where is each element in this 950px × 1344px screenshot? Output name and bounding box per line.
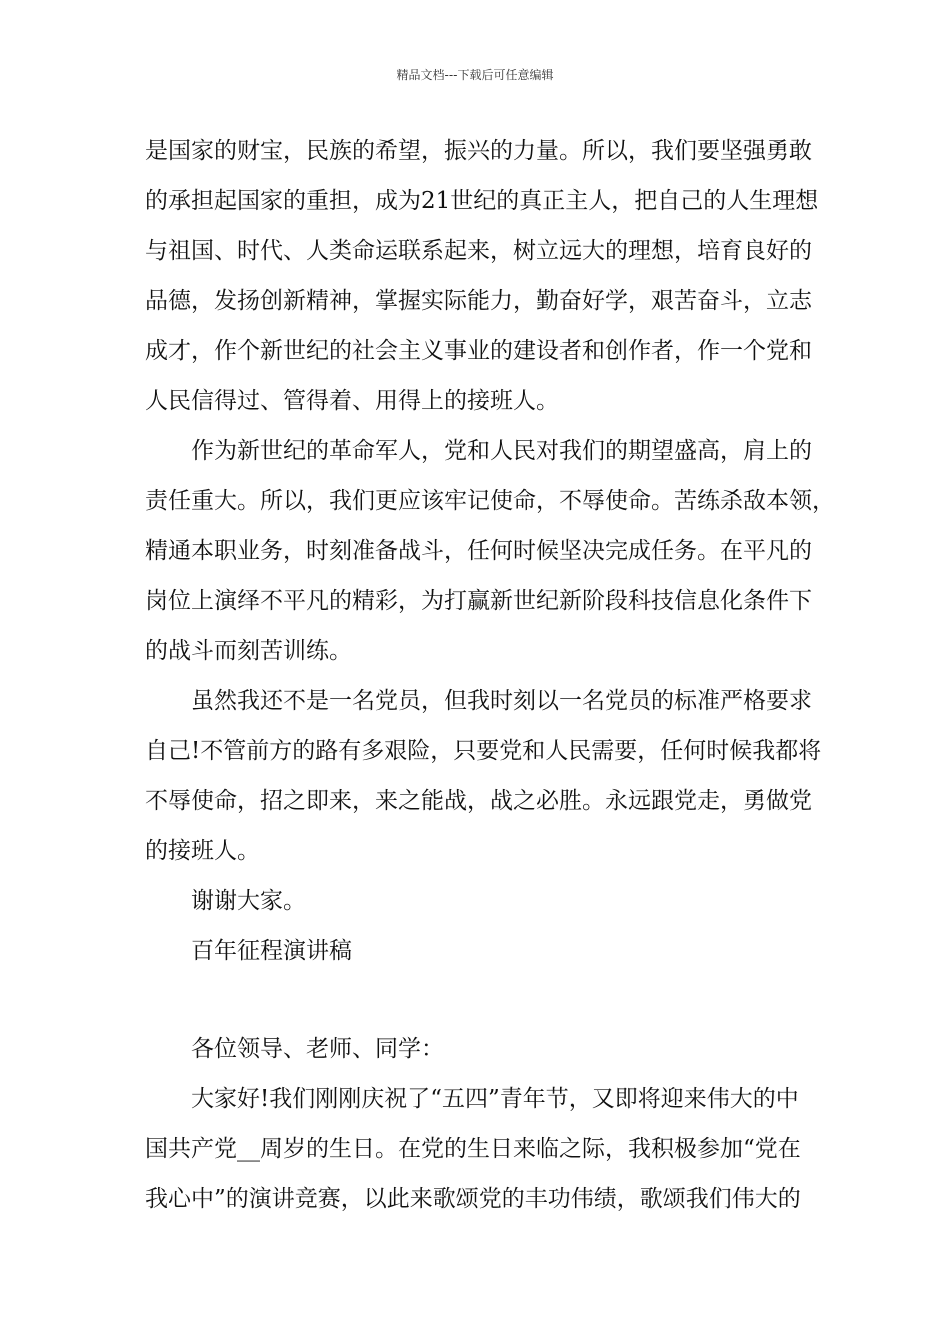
salutation: 各位领导、老师、同学： (191, 1036, 444, 1062)
text-line: 岗位上演绎不平凡的精彩，为打赢新世纪新阶段科技信息化条件下 (145, 588, 812, 614)
text-line: 成才，作个新世纪的社会主义事业的建设者和创作者，作一个党和 (145, 338, 812, 364)
paragraph-start: 虽然我还不是一名党员，但我时刻以一名党员的标准严格要求 (191, 688, 812, 714)
blank-line (145, 976, 825, 1024)
text-line: 自己!不管前方的路有多艰险，只要党和人民需要，任何时候我都将 (145, 738, 822, 764)
text-line: 我心中”的演讲竞赛，以此来歌颂党的丰功伟绩，歌颂我们伟大的 (145, 1186, 801, 1212)
text-line: 国共产党__周岁的生日。在党的生日来临之际，我积极参加“党在 (145, 1136, 801, 1162)
text-line: 的承担起国家的重担，成为21世纪的真正主人，把自己的人生理想 (145, 188, 819, 214)
document-body (145, 126, 835, 1224)
text-line: 不辱使命，招之即来，来之能战，战之必胜。永远跟党走，勇做党 (145, 788, 812, 814)
text-line: 人民信得过、管得着、用得上的接班人。 (145, 388, 559, 414)
text-line: 是国家的财宝，民族的希望，振兴的力量。所以，我们要坚强勇敢 (145, 138, 812, 164)
text-line: 与祖国、时代、人类命运联系起来，树立远大的理想，培育良好的 (145, 238, 812, 264)
paragraph-start: 大家好!我们刚刚庆祝了“五四”青年节，又即将迎来伟大的中 (191, 1086, 799, 1112)
paragraph-start: 作为新世纪的革命军人，党和人民对我们的期望盛高，肩上的 (191, 438, 812, 464)
closing-line: 谢谢大家。 (191, 888, 306, 914)
text-line: 品德，发扬创新精神，掌握实际能力，勤奋好学，艰苦奋斗，立志 (145, 288, 812, 314)
text-line: 精通本职业务，时刻准备战斗，任何时候坚决完成任务。在平凡的 (145, 538, 812, 564)
text-line: 的战斗而刻苦训练。 (145, 638, 352, 664)
text-line: 的接班人。 (145, 838, 260, 864)
text-line: 责任重大。所以，我们更应该牢记使命，不辱使命。苦练杀敌本领， (145, 488, 835, 514)
page-header: 精品文档---下载后可任意编辑 (396, 68, 554, 82)
section-title: 百年征程演讲稿 (191, 938, 352, 964)
